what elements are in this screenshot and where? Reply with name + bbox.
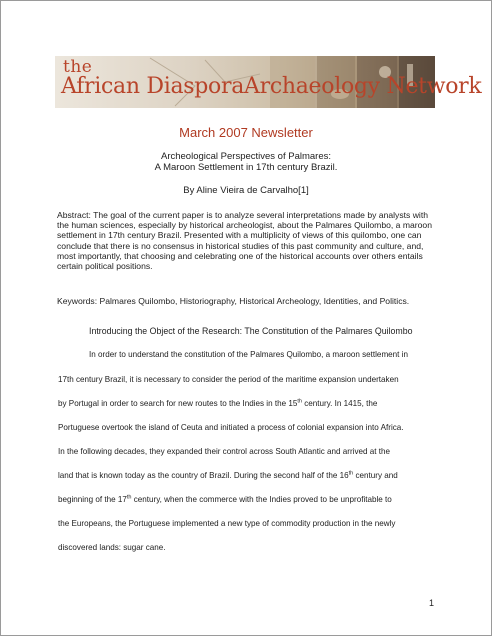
section-heading: Introducing the Object of the Research: The Constitution of the Palmares Quilombo: [89, 326, 413, 336]
article-abstract: Abstract: The goal of the current paper is to analyze several interpretations made by analysts with the human sciences, especially by historical archeologist, about the Palmares Quilombo, a maroon settlement in 17th century Brazil. Presented with a multiplicity of views of this quilombo, one can conclude that there is no consensus in historical studies of this past community and culture, and, most importantly, that choosing and celebrating one of the historical accounts over others entails certain political positions.: [57, 210, 432, 272]
newsletter-title: March 2007 Newsletter: [179, 125, 313, 140]
page-number: 1: [429, 598, 435, 608]
body-line: [58, 495, 448, 505]
body-line: [58, 399, 448, 409]
body-line: [58, 471, 448, 481]
body-line: the Europeans, the Portuguese implemented a new type of commodity production in the newly: [58, 519, 396, 528]
superscript: th: [126, 494, 132, 501]
body-text: century. In 1415, the: [301, 399, 378, 408]
article-title-line1: Archeological Perspectives of Palmares:: [160, 151, 332, 162]
superscript: th: [297, 398, 302, 405]
body-text: by Portugal in order to search for new routes to the Indies in the 15: [58, 399, 298, 408]
newsletter-banner: [55, 56, 482, 108]
body-line: discovered lands: sugar cane.: [58, 543, 166, 552]
body-line: In the following decades, they expanded their control across South Atlantic and arrived at the: [58, 447, 391, 456]
article-author: By Aline Vieira de Carvalho[1]: [183, 185, 309, 196]
body-text: beginning of the 17: [58, 495, 127, 504]
superscript: th: [348, 470, 354, 477]
body-line: In order to understand the constitution of the Palmares Quilombo, a maroon settlement in: [89, 350, 408, 359]
banner-title-line2: African DiasporaArchaeology Network: [61, 74, 482, 99]
body-text: century and: [353, 471, 398, 480]
body-line: 17th century Brazil, it is necessary to consider the period of the maritime expansion undertaken: [58, 375, 399, 384]
article-title-line2: A Maroon Settlement in 17th century Brazil.: [154, 162, 338, 173]
body-line: Portuguese overtook the island of Ceuta and initiated a process of colonial expansion into Africa.: [58, 423, 404, 432]
article-title: [1, 151, 491, 173]
banner-title-line1: the: [63, 57, 93, 77]
body-text: century, when the commerce with the Indies proved to be unprofitable to: [131, 495, 392, 504]
body-text: land that is known today as the country of Brazil. During the second half of the 16: [58, 471, 349, 480]
article-keywords: Keywords: Palmares Quilombo, Historiography, Historical Archeology, Identities, and Politics.: [57, 296, 410, 306]
